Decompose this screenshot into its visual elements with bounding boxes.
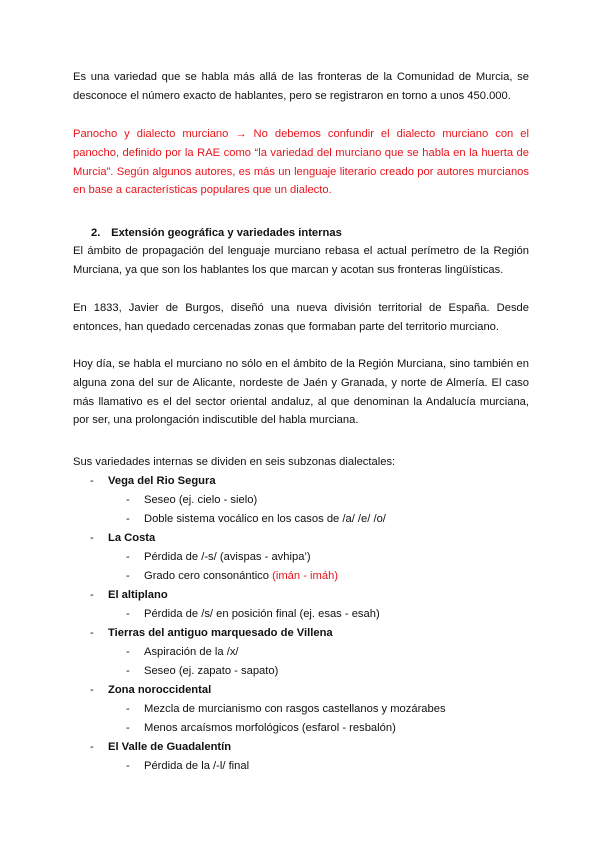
feature-item	[0, 757, 600, 776]
feature-item	[0, 510, 600, 529]
subzone-name: La Costa	[108, 532, 156, 544]
subzone-item	[0, 624, 600, 643]
bullet-dash: -	[126, 722, 130, 734]
feature-text: Mezcla de murcianismo con rasgos castellanos y mozárabes	[144, 703, 446, 715]
subzone-name: Vega del Rio Segura	[108, 475, 216, 487]
subzone-item	[0, 529, 600, 548]
feature-item	[0, 491, 600, 510]
intro-paragraph: Es una variedad que se habla más allá de las fronteras de la Comunidad de Murcia, se desconoce el número exacto de hablantes, pero se registraron en torno a unos 450.000.	[73, 71, 529, 102]
bullet-dash: -	[126, 570, 130, 582]
bullet-dash: -	[90, 475, 94, 487]
feature-text-highlight: (imán - imáh)	[272, 570, 339, 582]
feature-text	[144, 567, 338, 586]
bullet-dash: -	[126, 703, 130, 715]
feature-text: Pérdida de /s/ en posición final (ej. esas - esah)	[144, 608, 380, 620]
subzone-name: Zona noroccidental	[108, 684, 212, 696]
feature-text: Seseo (ej. cielo - sielo)	[144, 494, 258, 506]
feature-text: Seseo (ej. zapato - sapato)	[144, 665, 279, 677]
feature-text: Pérdida de la /-l/ final	[144, 760, 250, 772]
section-number: 2.	[91, 227, 101, 239]
subzone-item	[0, 681, 600, 700]
paragraph-1833: En 1833, Javier de Burgos, diseñó una nueva división territorial de España. Desde entonces, han quedado cercenadas zonas que formaban parte del territorio murciano.	[73, 302, 529, 333]
feature-item	[0, 605, 600, 624]
bullet-dash: -	[126, 513, 130, 525]
bullet-dash: -	[126, 665, 130, 677]
bullet-dash: -	[126, 760, 130, 772]
subzone-name: El Valle de Guadalentín	[108, 741, 232, 753]
subzone-item	[0, 586, 600, 605]
paragraph-subzonas-intro: Sus variedades internas se dividen en seis subzonas dialectales:	[73, 456, 396, 468]
feature-item	[0, 662, 600, 681]
section-title: Extensión geográfica y variedades internas	[111, 227, 342, 239]
paragraph-ambito: El ámbito de propagación del lenguaje murciano rebasa el actual perímetro de la Región Murciana, ya que son los hablantes los que marcan y acotan sus fronteras lingüísticas.	[73, 245, 529, 276]
bullet-dash: -	[90, 627, 94, 639]
bullet-dash: -	[90, 589, 94, 601]
feature-item	[0, 643, 600, 662]
paragraph-hoy-dia: Hoy día, se habla el murciano no sólo en el ámbito de la Región Murciana, sino también en alguna zona del sur de Alicante, nordeste de Jaén y Granada, y norte de Almería. El caso más llamativo es el del sector oriental andaluz, al que denominan la Andalucía murciana, por ser, una prolongación indiscutible del habla murciana.	[73, 358, 529, 427]
bullet-dash: -	[126, 608, 130, 620]
feature-item	[0, 719, 600, 738]
feature-text: Aspiración de la /x/	[144, 646, 239, 658]
bullet-dash: -	[126, 494, 130, 506]
feature-item	[0, 700, 600, 719]
subzone-list	[0, 472, 600, 776]
feature-text: Pérdida de /-s/ (avispas - avhipa’)	[144, 551, 311, 563]
bullet-dash: -	[126, 646, 130, 658]
feature-text-plain: Grado cero consonántico	[144, 570, 273, 582]
feature-text: Menos arcaísmos morfológicos (esfarol - resbalón)	[144, 722, 396, 734]
bullet-dash: -	[90, 741, 94, 753]
subzone-name: El altiplano	[108, 589, 168, 601]
section-heading	[91, 224, 342, 243]
subzone-item	[0, 472, 600, 491]
subzone-name: Tierras del antiguo marquesado de Villena	[108, 627, 333, 639]
feature-item	[0, 567, 600, 586]
bullet-dash: -	[126, 551, 130, 563]
bullet-dash: -	[90, 532, 94, 544]
bullet-dash: -	[90, 684, 94, 696]
panocho-note: Panocho y dialecto murciano → No debemos confundir el dialecto murciano con el panocho, definido por la RAE como “la variedad del murciano que se habla en la huerta de Murcia”. Según algunos autores, es más un lenguaje literario creado por autores murcianos en base a características populares que un dialecto.	[73, 128, 529, 197]
feature-text: Doble sistema vocálico en los casos de /a/ /e/ /o/	[144, 513, 386, 525]
feature-item	[0, 548, 600, 567]
subzone-item	[0, 738, 600, 757]
